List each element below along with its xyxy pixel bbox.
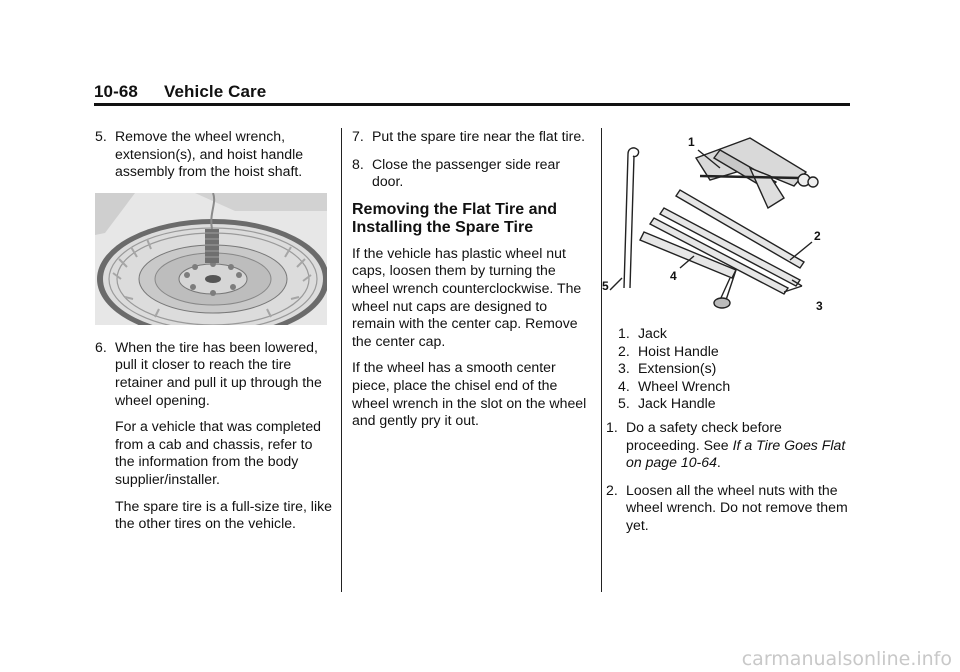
legend-item: 4. Wheel Wrench xyxy=(618,377,731,394)
legend-item: 1. Jack xyxy=(618,325,667,341)
column-divider xyxy=(341,128,342,592)
step-text: When the tire has been lowered, pull it closer to reach the tire retainer and pull it up through the wheel opening. xyxy=(115,338,322,408)
step-7 xyxy=(352,128,590,146)
step-2 xyxy=(606,482,853,535)
step-note: The spare tire is a full-size tire, like the other tires on the vehicle. xyxy=(115,497,332,532)
step-text: Do a safety check before proceeding. See If a Tire Goes Flat on page 10-64. xyxy=(626,418,846,471)
page-header xyxy=(94,82,266,102)
step-number: 2. xyxy=(606,481,618,498)
step-text: Remove the wheel wrench, extension(s), and hoist handle assembly from the hoist shaft. xyxy=(115,128,304,180)
callout-1: 1 xyxy=(688,135,695,149)
header-rule xyxy=(94,103,850,106)
callout-5: 5 xyxy=(602,279,609,293)
step-text: Close the passenger side rear door. xyxy=(372,155,561,190)
step-5 xyxy=(95,128,333,181)
step-number: 7. xyxy=(352,128,364,144)
section-title: Vehicle Care xyxy=(163,82,267,101)
callout-4: 4 xyxy=(670,269,677,283)
step-number: 1. xyxy=(606,418,618,435)
spare-tire-photo xyxy=(95,193,327,325)
cross-reference-link[interactable]: If a Tire Goes Flat on page 10-64 xyxy=(626,436,846,471)
section-subheading: Removing the Flat Tire and Installing the Spare Tire xyxy=(352,200,558,236)
step-note: For a vehicle that was completed from a cab and chassis, refer to the information from the body supplier/installer. xyxy=(115,418,322,487)
column-3 xyxy=(602,128,853,545)
step-number: 8. xyxy=(352,155,364,172)
legend-item: 2. Hoist Handle xyxy=(618,342,719,359)
site-watermark: carmanualsonline.info xyxy=(741,648,952,670)
step-6 xyxy=(95,339,333,533)
step-text: Loosen all the wheel nuts with the wheel wrench. Do not remove them yet. xyxy=(626,481,848,533)
legend-item: 5. Jack Handle xyxy=(618,395,716,412)
legend-item: 3. Extension(s) xyxy=(618,360,717,377)
diagram-legend xyxy=(608,325,853,413)
body-paragraph: If the wheel has a smooth center piece, place the chisel end of the wheel wrench in the slot on the wheel and gently pry it out. xyxy=(352,359,587,429)
column-1 xyxy=(95,128,333,543)
body-paragraph: If the vehicle has plastic wheel nut caps, loosen them by turning the wheel wrench counterclockwise. The wheel nut caps are designed to remain with the center cap. Remove the center cap. xyxy=(352,244,582,349)
step-8 xyxy=(352,156,590,191)
jack-tools-diagram xyxy=(600,128,845,313)
step-number: 5. xyxy=(95,128,107,144)
callout-2: 2 xyxy=(814,229,821,243)
step-number: 6. xyxy=(95,338,107,355)
callout-3: 3 xyxy=(816,299,823,313)
step-1 xyxy=(606,419,853,472)
column-2 xyxy=(352,128,590,439)
step-text: Put the spare tire near the flat tire. xyxy=(372,128,586,144)
page-number: 10-68 xyxy=(94,82,138,101)
